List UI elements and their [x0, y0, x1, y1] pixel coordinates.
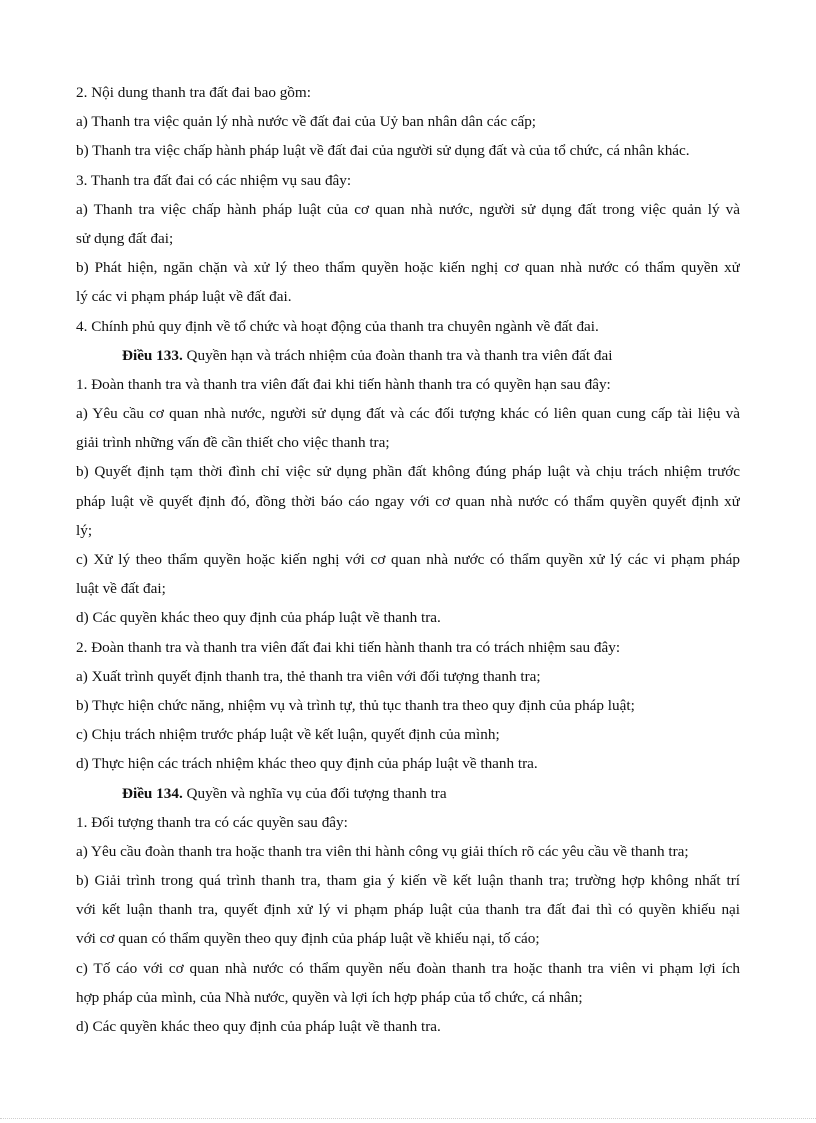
- list-item: với kết luận thanh tra, quyết định xử lý vi phạm pháp luật của thanh tra đất đai thì có quyền khiếu nại: [76, 901, 740, 919]
- list-item: c) Tố cáo với cơ quan nhà nước có thẩm quyền nếu đoàn thanh tra hoặc thanh tra viên vi phạm lợi ích: [76, 959, 740, 977]
- article-133-number: Điều 133.: [122, 346, 183, 364]
- list-item: c) Chịu trách nhiệm trước pháp luật về kết luận, quyết định của mình;: [76, 726, 500, 744]
- article-134-heading: [76, 779, 740, 808]
- list-item: a) Thanh tra việc quản lý nhà nước về đất đai của Uỷ ban nhân dân các cấp;: [76, 113, 537, 131]
- list-item: 1. Đoàn thanh tra và thanh tra viên đất đai khi tiến hành thanh tra có quyền hạn sau đây:: [76, 375, 611, 393]
- list-item: 2. Đoàn thanh tra và thanh tra viên đất đai khi tiến hành thanh tra có trách nhiệm sau đây:: [76, 638, 621, 656]
- list-item: c) Xử lý theo thẩm quyền hoặc kiến nghị với cơ quan nhà nước có thẩm quyền xử lý các vi phạm pháp: [76, 551, 740, 568]
- list-item: luật về đất đai;: [76, 580, 166, 598]
- list-item: b) Thanh tra việc chấp hành pháp luật về đất đai của người sử dụng đất và của tổ chức, cá nhân khác.: [76, 142, 690, 160]
- list-item: b) Quyết định tạm thời đình chỉ việc sử dụng phần đất không đúng pháp luật và chịu trách nhiệm trước: [76, 463, 740, 481]
- list-item: với cơ quan có thẩm quyền theo quy định của pháp luật về khiếu nại, tố cáo;: [76, 930, 540, 948]
- list-item: a) Yêu cầu cơ quan nhà nước, người sử dụng đất và các đối tượng khác có liên quan cung cấp tài liệu và: [76, 405, 740, 423]
- article-133-title: Quyền hạn và trách nhiệm của đoàn thanh tra và thanh tra viên đất đai: [182, 346, 613, 364]
- list-item: lý các vi phạm pháp luật về đất đai.: [76, 288, 292, 306]
- list-item: sử dụng đất đai;: [76, 229, 174, 247]
- list-item: a) Yêu cầu đoàn thanh tra hoặc thanh tra viên thi hành công vụ giải thích rõ các yêu cầu về thanh tra;: [76, 842, 689, 860]
- document-page: [76, 78, 740, 1041]
- list-item: 3. Thanh tra đất đai có các nhiệm vụ sau đây:: [76, 171, 352, 189]
- list-item: pháp luật về quyết định đó, đồng thời báo cáo ngay với cơ quan nhà nước có thẩm quyền quyết định xử: [76, 492, 740, 510]
- list-item: 1. Đối tượng thanh tra có các quyền sau đây:: [76, 813, 348, 831]
- list-item: d) Các quyền khác theo quy định của pháp luật về thanh tra.: [76, 609, 441, 627]
- article-134-title: Quyền và nghĩa vụ của đối tượng thanh tra: [182, 784, 447, 802]
- list-item: b) Giải trình trong quá trình thanh tra, tham gia ý kiến về kết luận thanh tra; trường hợp không nhất trí: [76, 872, 740, 890]
- article-134-number: Điều 134.: [122, 784, 183, 802]
- list-item: b) Phát hiện, ngăn chặn và xử lý theo thẩm quyền hoặc kiến nghị cơ quan nhà nước có thẩm quyền xử: [76, 259, 740, 277]
- list-item: 4. Chính phủ quy định về tổ chức và hoạt động của thanh tra chuyên ngành về đất đai.: [76, 317, 599, 335]
- list-item: 2. Nội dung thanh tra đất đai bao gồm:: [76, 84, 311, 101]
- list-item: lý;: [76, 521, 93, 539]
- list-item: b) Thực hiện chức năng, nhiệm vụ và trình tự, thủ tục thanh tra theo quy định của pháp luật;: [76, 696, 635, 714]
- list-item: d) Thực hiện các trách nhiệm khác theo quy định của pháp luật về thanh tra.: [76, 755, 538, 773]
- list-item: d) Các quyền khác theo quy định của pháp luật về thanh tra.: [76, 1018, 441, 1035]
- list-item: a) Xuất trình quyết định thanh tra, thẻ thanh tra viên với đối tượng thanh tra;: [76, 667, 541, 685]
- article-133-heading: [76, 341, 740, 370]
- list-item: hợp pháp của mình, của Nhà nước, quyền và lợi ích hợp pháp của tổ chức, cá nhân;: [76, 988, 583, 1006]
- page-bottom-divider: [0, 1118, 816, 1119]
- list-item: giải trình những vấn đề cần thiết cho việc thanh tra;: [76, 434, 390, 452]
- list-item: a) Thanh tra việc chấp hành pháp luật của cơ quan nhà nước, người sử dụng đất trong việc quản lý và: [76, 200, 740, 218]
